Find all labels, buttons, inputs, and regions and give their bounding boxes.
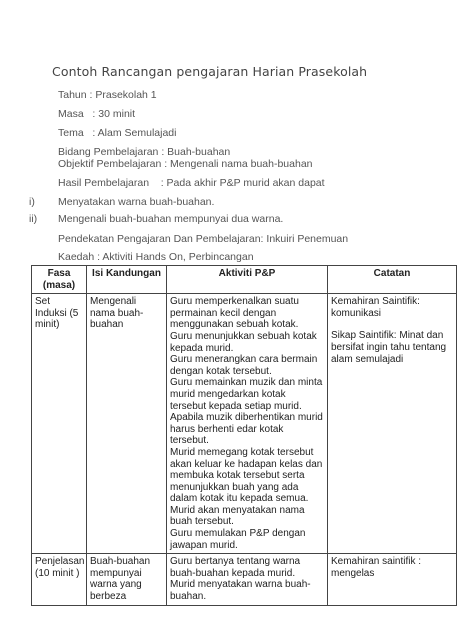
table-header-row xyxy=(32,266,457,294)
activity-item: Guru menerangkan cara bermain dengan kotak tersebut. xyxy=(170,354,318,377)
cell-catatan xyxy=(328,294,457,554)
lesson-plan-table xyxy=(31,265,457,606)
objective-text: Mengenali buah-buahan mempunyai dua warna. xyxy=(58,213,284,225)
header-fasa: Fasa (masa) xyxy=(32,266,87,294)
activity-item: Guru menunjukkan sebuah kotak kepada murid. xyxy=(170,330,317,354)
table-row xyxy=(32,554,457,605)
activity-item: Guru bertanya tentang warna buah-buahan kepada murid. xyxy=(170,556,301,579)
objective-text: Menyatakan warna buah-buahan. xyxy=(58,196,215,208)
activity-item: Guru memulakan P&P dengan jawapan murid. xyxy=(170,528,306,551)
activity-item: Murid memegang kotak tersebut akan keluar ke hadapan kelas dan membuka kotak tersebut serta menunjukkan buah yang ada dalam kotak itu kepada semua. xyxy=(170,446,323,505)
meta-masa: Masa : 30 minit xyxy=(58,108,136,120)
objective-number: ii) xyxy=(29,213,38,225)
cell-fasa: Penjelasan (10 minit ) xyxy=(32,554,87,605)
table-row xyxy=(32,294,457,554)
cell-isi-kandungan: Mengenali nama buah-buahan xyxy=(87,294,167,554)
cell-catatan xyxy=(328,554,457,605)
cell-fasa: Set Induksi (5 minit) xyxy=(32,294,87,554)
activity-item: Guru memainkan muzik dan minta murid mengedarkan kotak tersebut kepada setiap murid. xyxy=(170,377,323,412)
meta-hasil: Hasil Pembelajaran : Pada akhir P&P murid akan dapat xyxy=(58,177,325,189)
cell-isi-kandungan: Buah-buahan mempunyai warna yang berbeza xyxy=(87,554,167,605)
header-isi-kandungan: Isi Kandungan xyxy=(87,266,167,294)
cell-aktiviti xyxy=(167,554,328,605)
objective-item xyxy=(29,213,449,227)
header-catatan: Catatan xyxy=(328,266,457,294)
meta-bidang: Bidang Pembelajaran : Buah-buahan xyxy=(58,146,231,158)
page-title: Contoh Rancangan pengajaran Harian Prasekolah xyxy=(52,64,368,79)
objective-item xyxy=(29,196,429,210)
objective-number: i) xyxy=(29,196,35,208)
activity-item: Murid menyatakan warna buah-buahan. xyxy=(170,579,311,603)
activity-item: Guru memperkenalkan suatu permainan kecil dengan menggunakan sebuah kotak. xyxy=(170,296,299,331)
meta-tahun: Tahun : Prasekolah 1 xyxy=(58,89,157,101)
meta-objektif: Objektif Pembelajaran : Mengenali nama buah-buahan xyxy=(58,158,313,170)
meta-tema: Tema : Alam Semulajadi xyxy=(58,127,177,139)
cell-aktiviti xyxy=(167,294,328,554)
header-aktiviti: Aktiviti P&P xyxy=(167,266,328,294)
activity-item: Murid akan menyatakan nama buah tersebut. xyxy=(170,504,305,528)
note-item: Kemahiran saintifik : mengelas xyxy=(331,556,422,579)
approach-text: Pendekatan Pengajaran Dan Pembelajaran: Inkuiri Penemuan xyxy=(58,233,349,245)
method-text: Kaedah : Aktiviti Hands On, Perbincangan xyxy=(58,251,254,263)
note-item: Kemahiran Saintifik: komunikasi xyxy=(331,296,420,319)
note-spacer xyxy=(331,319,453,330)
note-item: Sikap Saintifik: Minat dan bersifat ingin tahu tentang alam semulajadi xyxy=(331,330,447,365)
activity-item: Apabila muzik diberhentikan murid harus berhenti edar kotak tersebut. xyxy=(170,412,323,447)
